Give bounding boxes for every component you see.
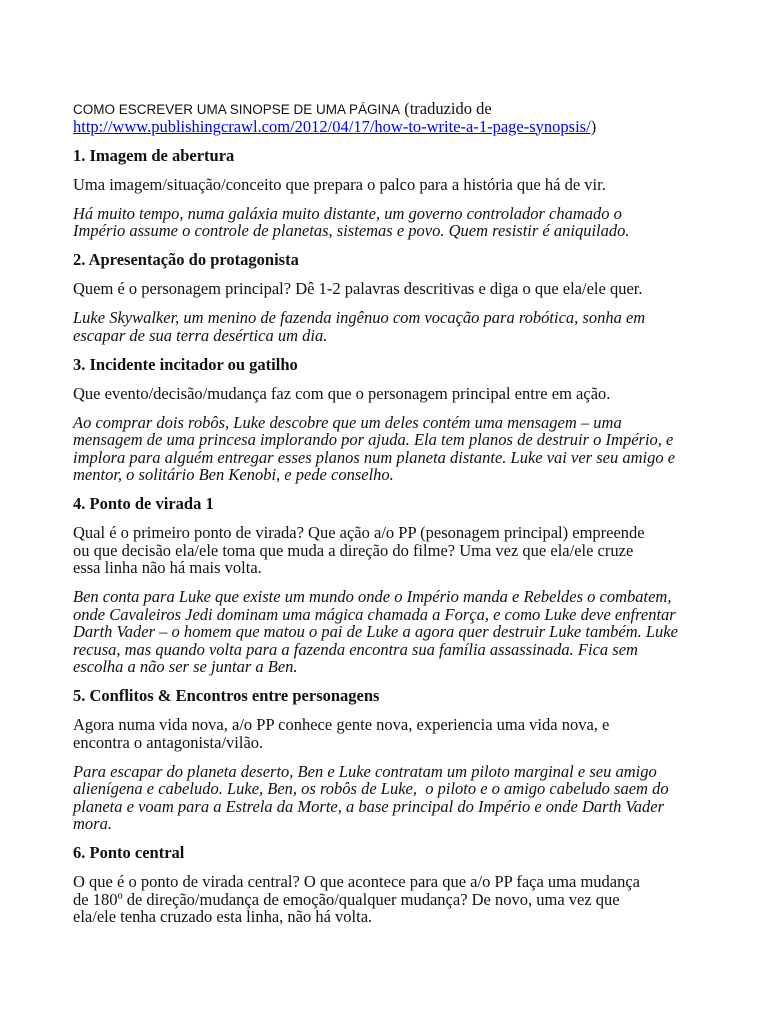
example-line: mensagem de uma princesa implorando por ajuda. Ela tem planos de destruir o Império, e — [73, 430, 674, 449]
example-line: mentor, o solitário Ben Kenobi, e pede conselho. — [73, 465, 394, 484]
source-prefix: (traduzido de — [404, 99, 492, 118]
example-line: Há muito tempo, numa galáxia muito distante, um governo controlador chamado o — [73, 203, 622, 223]
example-line: escapar de sua terra desértica um dia. — [73, 325, 328, 345]
description-line: encontra o antagonista/vilão. — [73, 732, 264, 752]
section-4-description — [73, 524, 753, 577]
section-2-example — [73, 309, 753, 344]
description-line: Qual é o primeiro ponto de virada? Que ação a/o PP (pesonagem principal) empreende — [73, 523, 645, 542]
example-line: escolha a não ser se juntar a Ben. — [73, 657, 298, 676]
section-3-example — [73, 414, 753, 484]
example-line: onde Cavaleiros Jedi dominam uma mágica chamada a Força, e como Luke deve enfrentar — [73, 604, 676, 624]
example-line: planeta e voam para a Estrela da Morte, a base principal do Império e onde Darth Vader — [73, 796, 665, 816]
example-line: implora para alguém entregar esses planos num planeta distante. Luke vai ver seu amigo e — [73, 447, 676, 467]
section-6-description — [73, 873, 753, 926]
section-3-description — [73, 385, 753, 403]
section-3-heading: 3. Incidente incitador ou gatilho — [73, 354, 298, 374]
section-6-heading: 6. Ponto central — [73, 843, 185, 862]
section-4-heading: 4. Ponto de virada 1 — [73, 494, 214, 513]
section-5-description — [73, 716, 753, 751]
description-line: Quem é o personagem principal? Dê 1-2 palavras descritivas e diga o que ela/ele quer. — [73, 279, 643, 298]
example-line: Império assume o controle de planetas, sistemas e povo. Quem resistir é aniquilado. — [73, 221, 630, 240]
section-2-description — [73, 280, 753, 298]
description-line: O que é o ponto de virada central? O que acontece para que a/o PP faça uma mudança — [73, 872, 641, 891]
description-line: Que evento/decisão/mudança faz com que o personagem principal entre em ação. — [73, 383, 611, 403]
example-line: Ao comprar dois robôs, Luke descobre que um deles contém uma mensagem – uma — [73, 412, 622, 432]
description-line: essa linha não há mais volta. — [73, 558, 262, 577]
source-link[interactable]: http://www.publishingcrawl.com/2012/04/17/how-to-write-a-1-page-synopsis/ — [73, 116, 591, 136]
description-line: de 180º de direção/mudança de emoção/qualquer mudança? De novo, uma vez que — [73, 889, 620, 909]
example-line: Luke Skywalker, um menino de fazenda ingênuo com vocação para robótica, sonha em — [73, 308, 646, 327]
section-1-heading: 1. Imagem de abertura — [73, 145, 235, 165]
section-5-heading: 5. Conflitos & Encontros entre personagens — [73, 686, 380, 705]
description-line: Uma imagem/situação/conceito que prepara o palco para a história que há de vir. — [73, 174, 606, 194]
source-suffix: ) — [590, 116, 597, 136]
example-line: recusa, mas quando volta para a fazenda encontra sua família assassinada. Fica sem — [73, 639, 638, 659]
section-2-heading: 2. Apresentação do protagonista — [73, 250, 299, 269]
page-title: COMO ESCREVER UMA SINOPSE DE UMA PÁGINA — [73, 102, 401, 117]
section-1-example — [73, 205, 753, 240]
example-line: Ben conta para Luke que existe um mundo onde o Império manda e Rebeldes o combatem, — [73, 587, 672, 606]
example-line: Para escapar do planeta deserto, Ben e Luke contratam um piloto marginal e seu amigo — [73, 761, 657, 781]
section-4-example — [73, 588, 753, 676]
description-line: ela/ele tenha cruzado esta linha, não há volta. — [73, 907, 373, 926]
example-line: mora. — [73, 814, 112, 833]
description-line: Agora numa vida nova, a/o PP conhece gente nova, experiencia uma vida nova, e — [73, 715, 610, 734]
section-1-description — [73, 176, 753, 194]
example-line: Darth Vader – o homem que matou o pai de Luke a agora quer destruir Luke também. Luke — [73, 622, 678, 641]
description-line: ou que decisão ela/ele toma que muda a direção do filme? Uma vez que ela/ele cruze — [73, 540, 634, 560]
document-header — [73, 100, 753, 135]
section-5-example — [73, 763, 753, 833]
document-page — [73, 100, 753, 937]
example-line: alienígena e cabeludo. Luke, Ben, os robôs de Luke, o piloto e o amigo cabeludo saem do — [73, 779, 669, 798]
